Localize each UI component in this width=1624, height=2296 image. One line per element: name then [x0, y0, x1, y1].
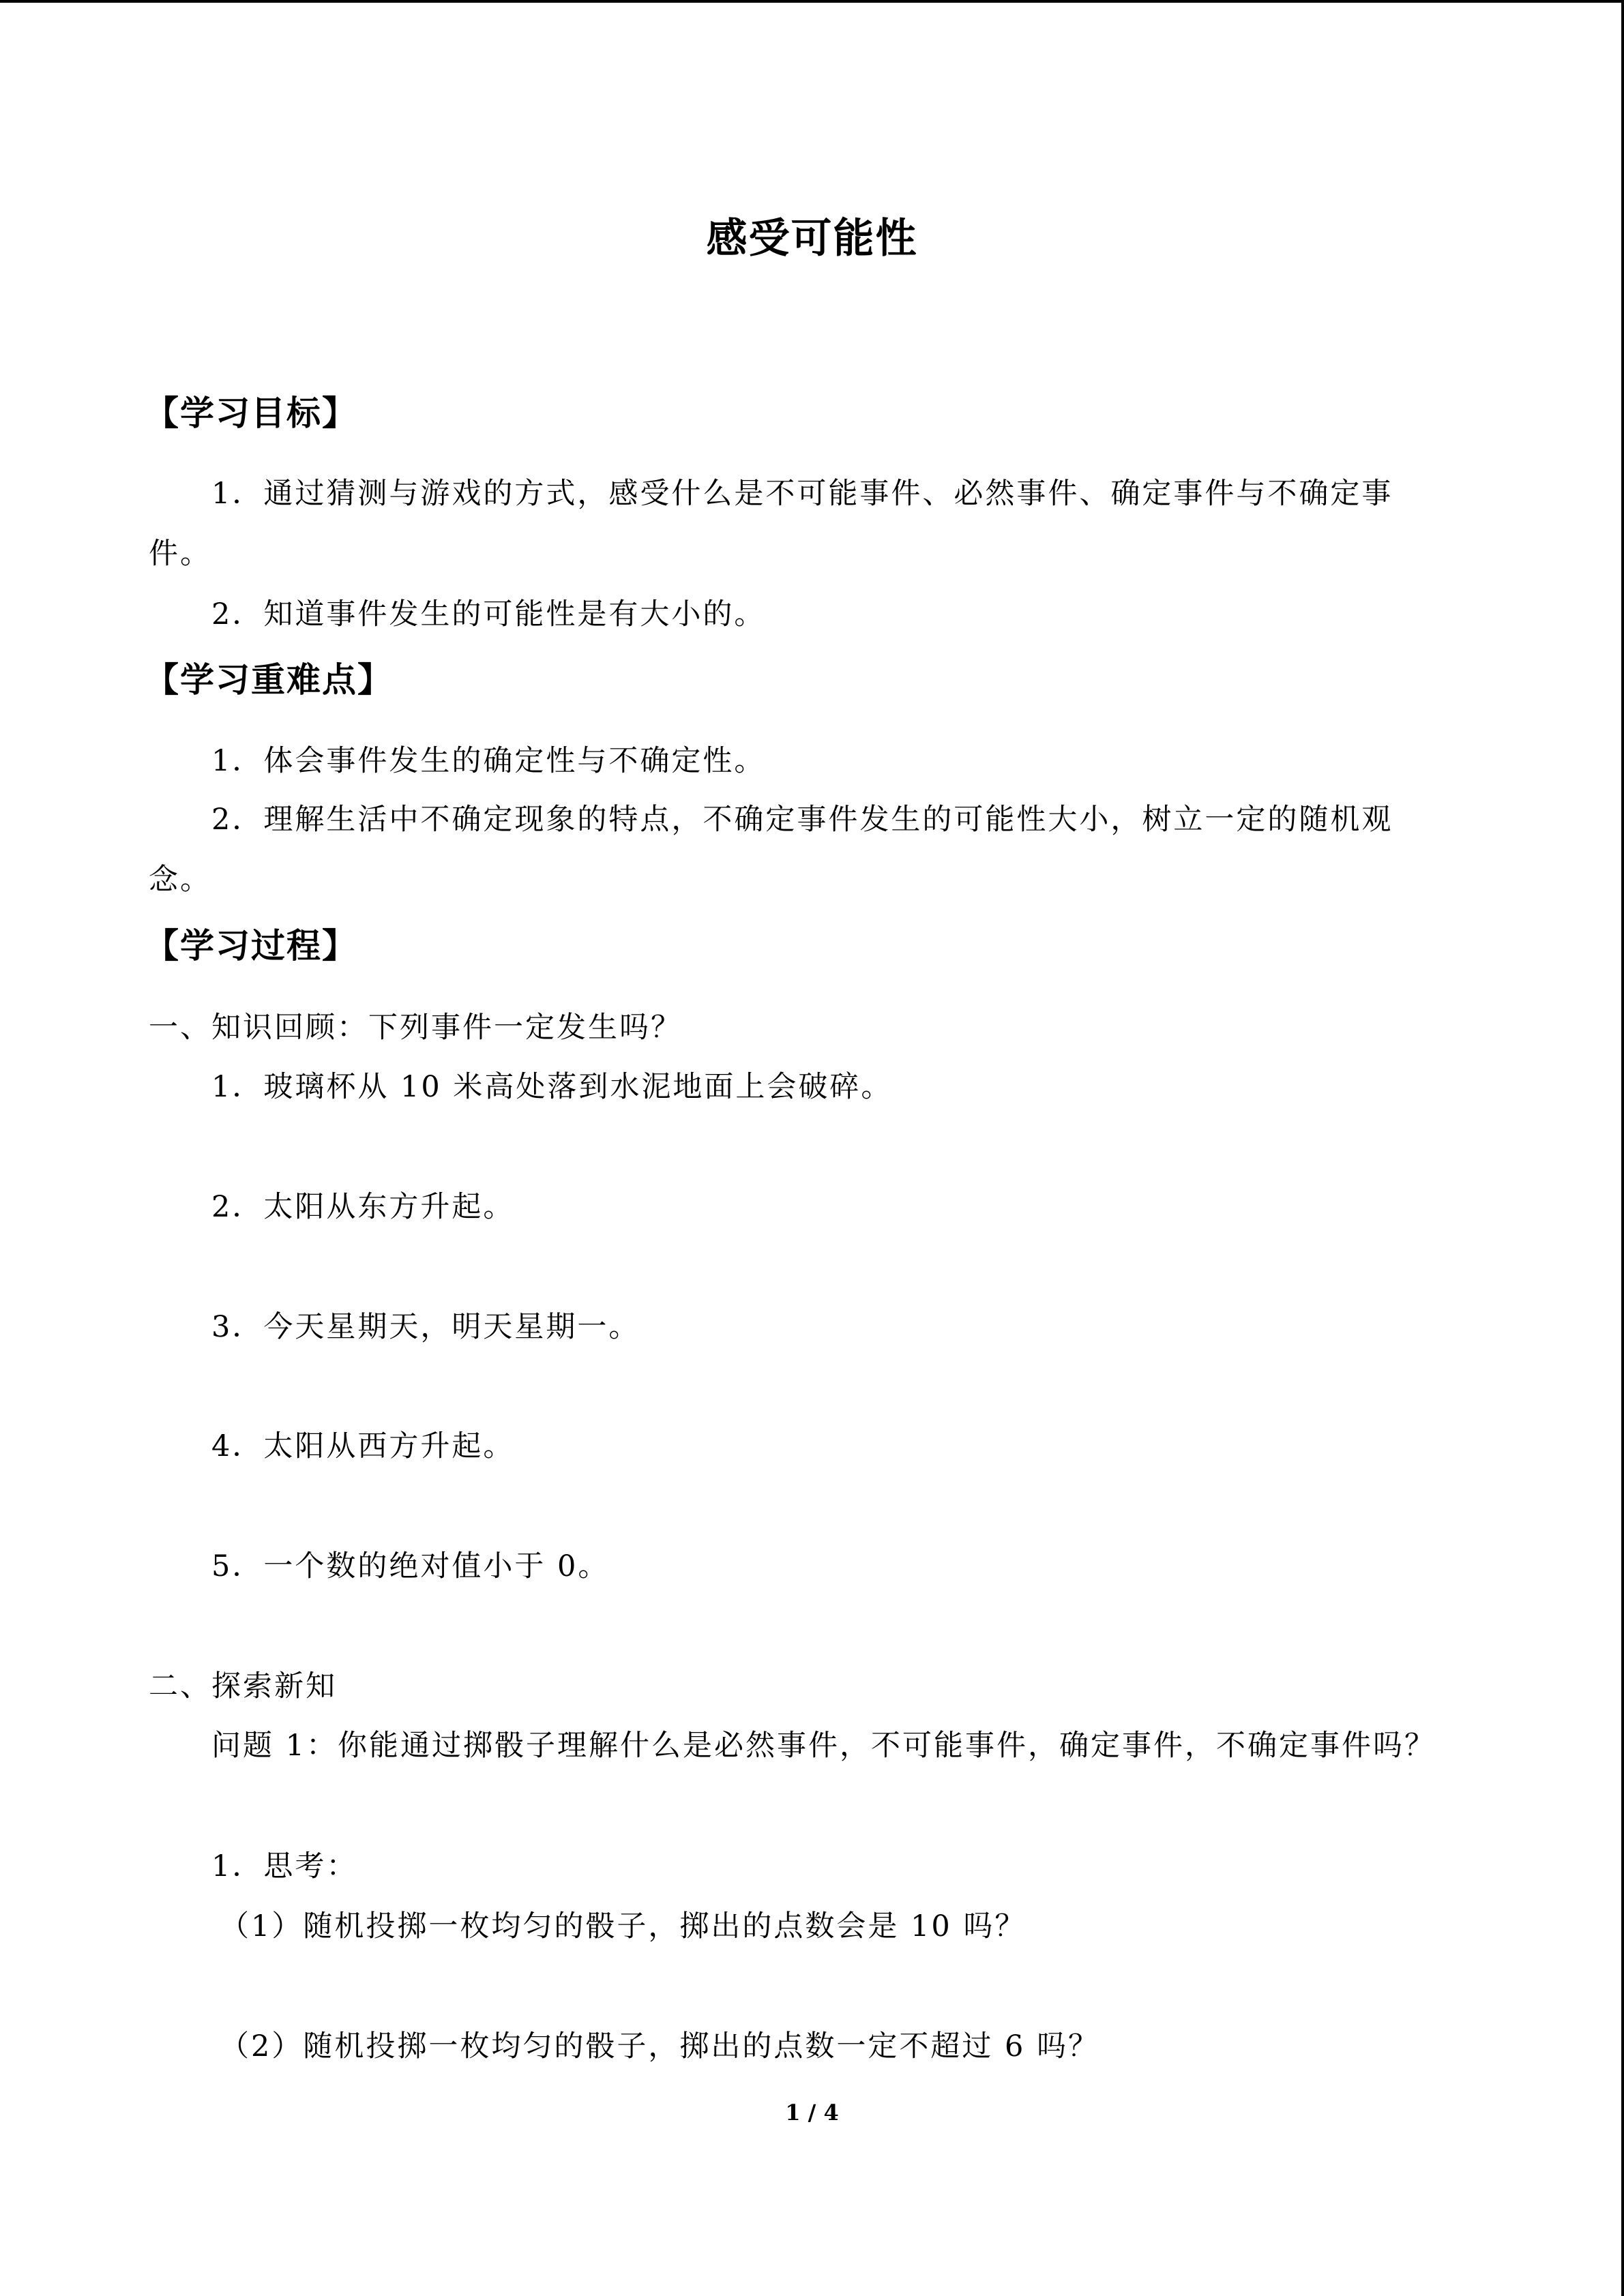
- heading-key-points: 【学习重难点】: [145, 660, 393, 700]
- think-item-1: （1）随机投掷一枚均匀的骰子，掷出的点数会是 10 吗？: [220, 1909, 1027, 1943]
- explore-title: 二、探索新知: [149, 1669, 337, 1703]
- goal-item-2: 2．知道事件发生的可能性是有大小的。: [211, 597, 766, 631]
- review-title: 一、知识回顾：下列事件一定发生吗？: [149, 1011, 682, 1045]
- document-title: 感受可能性: [706, 215, 918, 263]
- heading-learning-goals: 【学习目标】: [145, 393, 357, 433]
- think-label: 1．思考：: [211, 1849, 358, 1883]
- key-point-item-2: 2．理解生活中不确定现象的特点，不确定事件发生的可能性大小，树立一定的随机观念。: [149, 803, 1393, 897]
- review-item-4: 4．太阳从西方升起。: [211, 1429, 515, 1463]
- review-item-2: 2．太阳从东方升起。: [211, 1190, 515, 1224]
- heading-learning-process: 【学习过程】: [145, 926, 357, 966]
- review-item-5: 5．一个数的绝对值小于 0。: [211, 1549, 610, 1583]
- review-item-1: 1．玻璃杯从 10 米高处落到水泥地面上会破碎。: [211, 1070, 893, 1104]
- goal-item-1: 1．通过猜测与游戏的方式，感受什么是不可能事件、必然事件、确定事件与不确定事件。: [149, 477, 1393, 571]
- explore-question-1: 问题 1：你能通过掷骰子理解什么是必然事件，不可能事件，确定事件，不确定事件吗？: [211, 1729, 1436, 1763]
- key-point-item-1: 1．体会事件发生的确定性与不确定性。: [211, 744, 766, 778]
- think-item-2: （2）随机投掷一枚均匀的骰子，掷出的点数一定不超过 6 吗？: [220, 2029, 1100, 2063]
- page-number: 1 / 4: [785, 2100, 839, 2126]
- review-item-3: 3．今天星期天，明天星期一。: [211, 1310, 640, 1344]
